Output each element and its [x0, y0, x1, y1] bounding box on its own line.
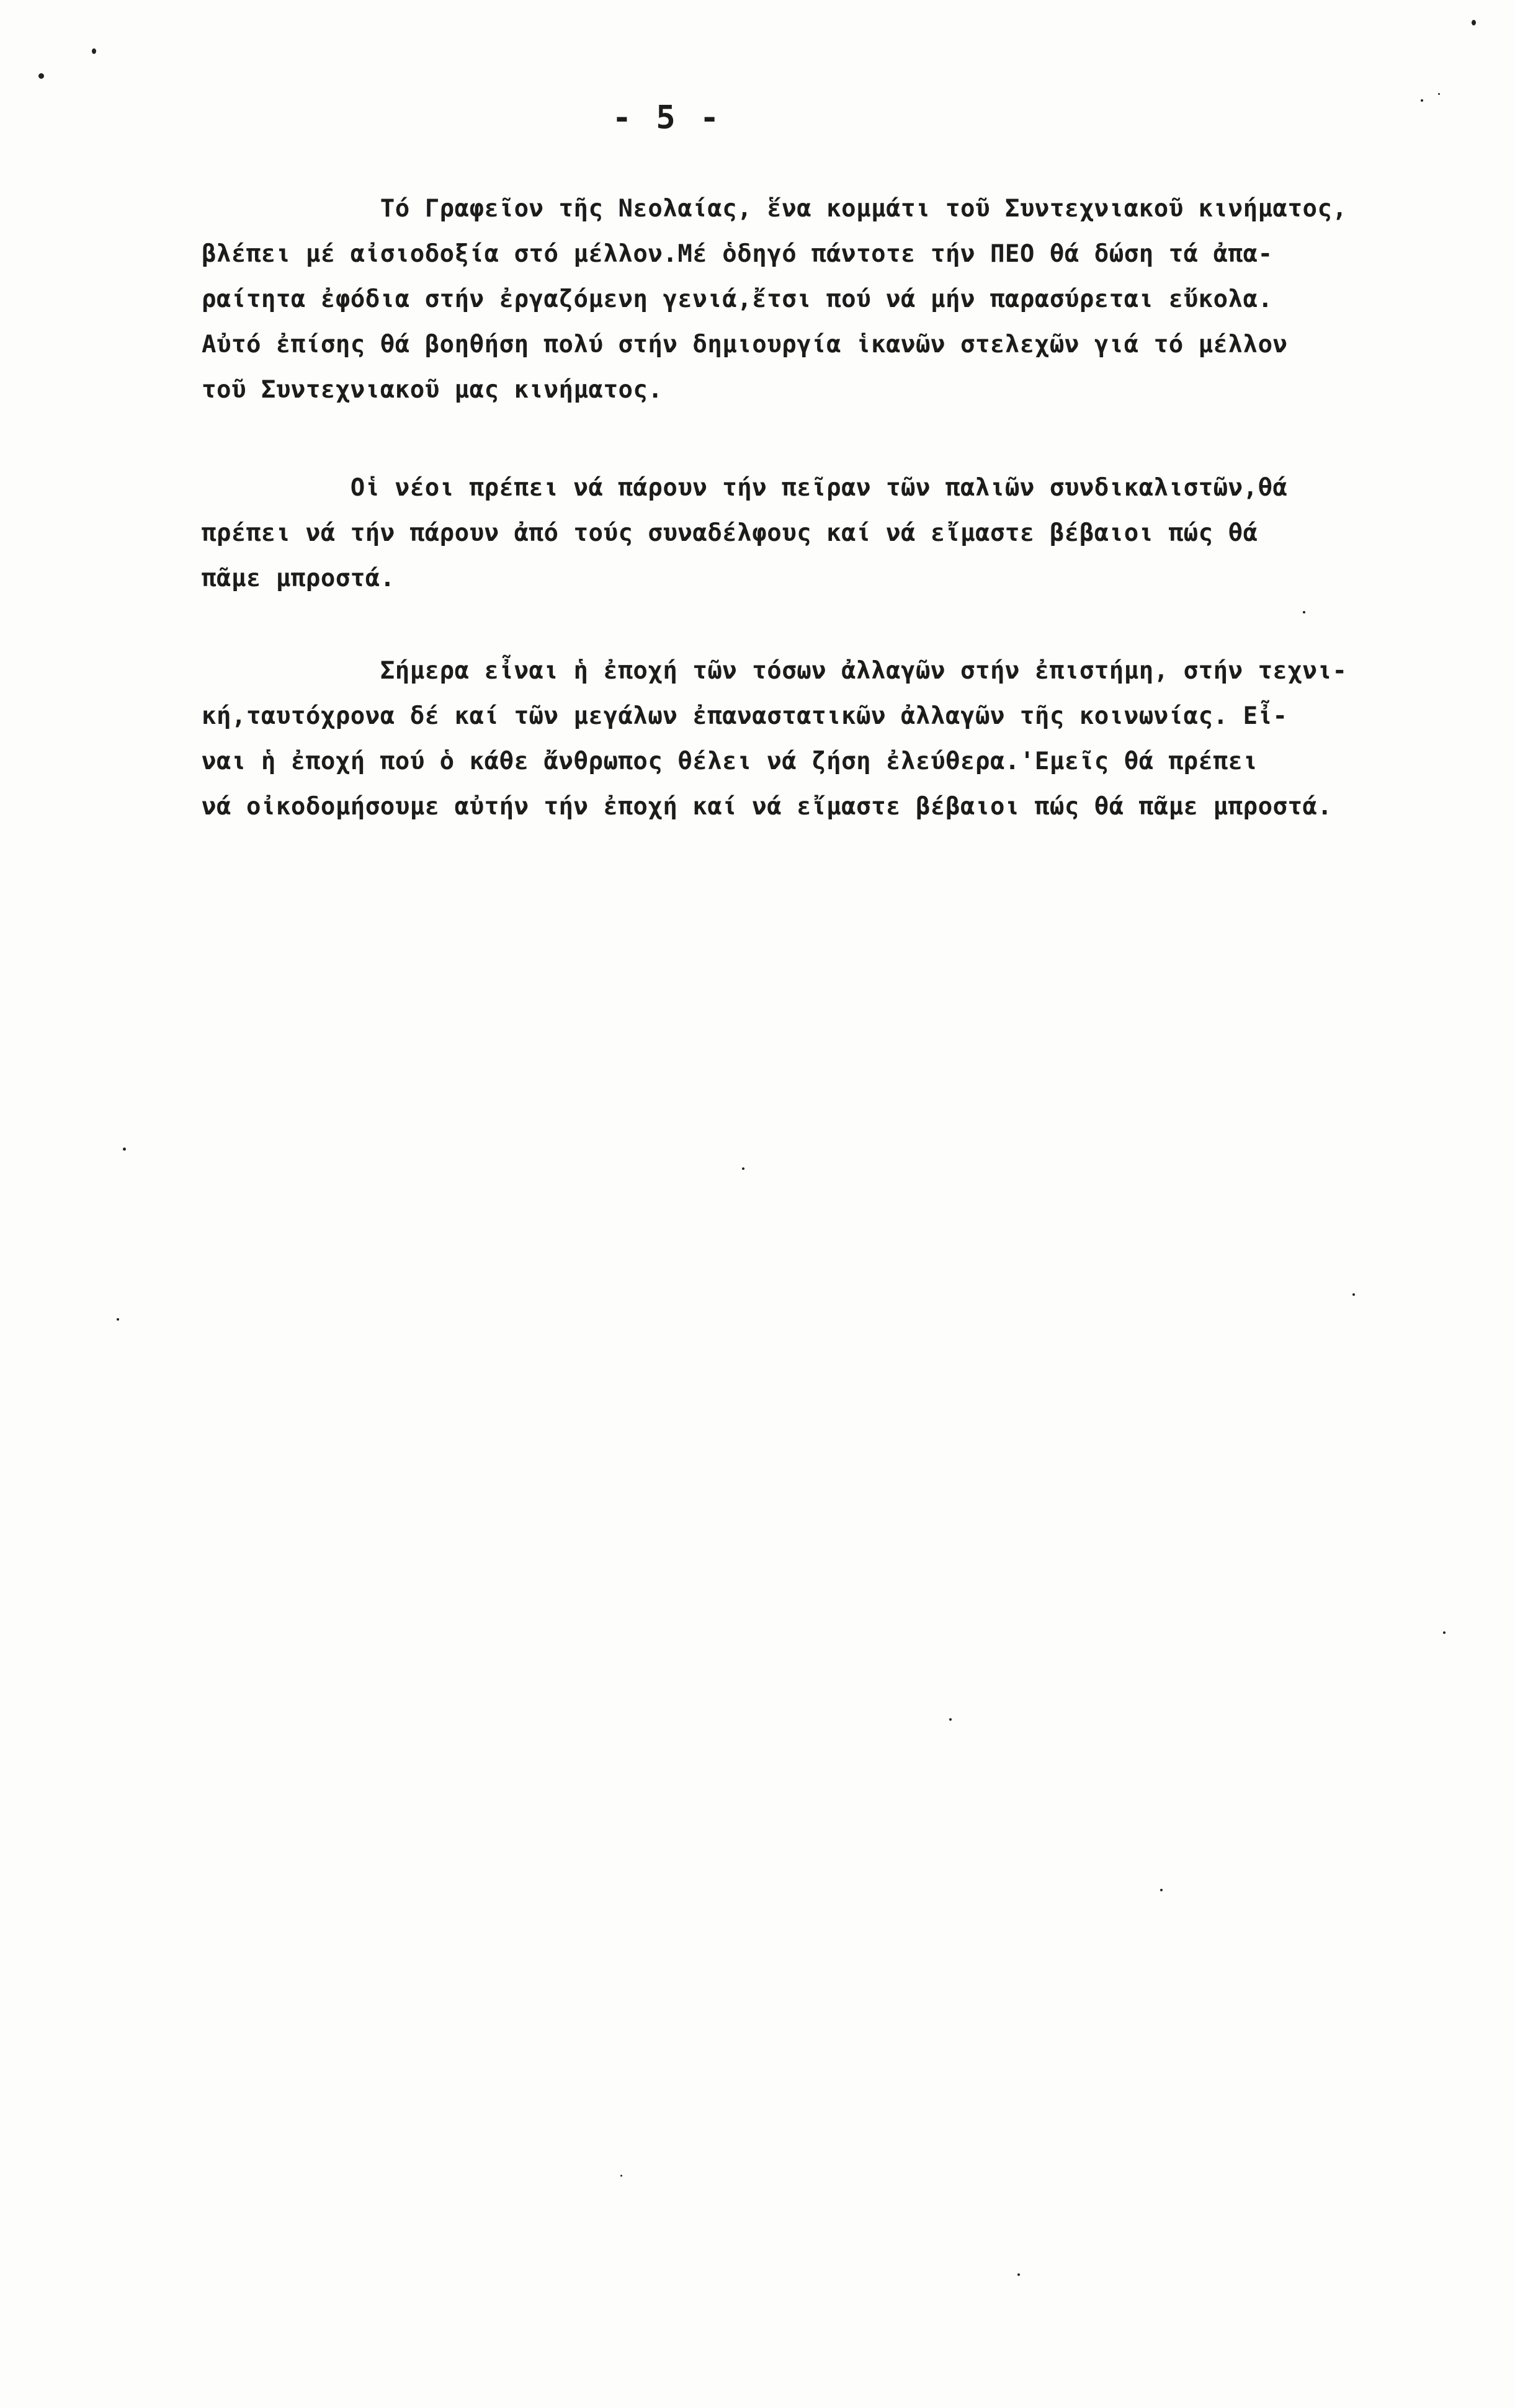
scan-speck: [92, 48, 96, 54]
text-line: ναι ἡ ἐποχή πού ὁ κάθε ἄνθρωπος θέλει νά ζήση ἐλεύθερα.'Εμεῖς θά πρέπει: [202, 747, 1258, 775]
text-line: τοῦ Συντεχνιακοῦ μας κινήματος.: [202, 376, 663, 404]
scan-speck: [38, 73, 44, 79]
paragraph-young-members: [202, 465, 1418, 601]
scan-speck: [123, 1148, 126, 1151]
scan-speck: [1443, 1631, 1446, 1634]
scan-speck: [1438, 93, 1440, 95]
text-line: Σήμερα εἶναι ἡ ἐποχή τῶν τόσων ἀλλαγῶν στήν ἐπιστήμη, στήν τεχνι-: [202, 657, 1347, 685]
paragraph-era-of-change: [202, 648, 1418, 829]
scan-speck: [742, 1167, 744, 1170]
scan-speck: [1352, 1293, 1355, 1296]
scan-speck: [620, 2175, 622, 2177]
scan-speck: [1160, 1889, 1163, 1891]
text-line: πρέπει νά τήν πάρουν ἀπό τούς συναδέλφους καί νά εἴμαστε βέβαιοι πώς θά: [202, 519, 1258, 547]
text-line: κή,ταυτόχρονα δέ καί τῶν μεγάλων ἐπαναστατικῶν ἀλλαγῶν τῆς κοινωνίας. Εἶ-: [202, 702, 1288, 730]
scan-speck: [949, 1718, 952, 1721]
scan-speck: [1303, 611, 1305, 613]
scan-speck: [1017, 2273, 1020, 2276]
text-line: Οἱ νέοι πρέπει νά πάρουν τήν πεῖραν τῶν παλιῶν συνδικαλιστῶν,θά: [202, 474, 1288, 502]
scan-speck: [1421, 99, 1423, 102]
page-number: - 5 -: [612, 99, 722, 136]
text-line: βλέπει μέ αἰσιοδοξία στό μέλλον.Μέ ὁδηγό πάντοτε τήν ΠΕΟ θά δώση τά ἀπα-: [202, 240, 1273, 268]
text-line: ραίτητα ἐφόδια στήν ἐργαζόμενη γενιά,ἔτσι πού νά μήν παρασύρεται εὔκολα.: [202, 285, 1273, 313]
scan-speck: [117, 1318, 119, 1321]
text-line: πᾶμε μπροστά.: [202, 564, 395, 592]
text-line: νά οἰκοδομήσουμε αὐτήν τήν ἐποχή καί νά εἴμαστε βέβαιοι πώς θά πᾶμε μπροστά.: [202, 793, 1333, 821]
scan-speck: [1472, 20, 1476, 25]
paragraph-youth-office: [202, 186, 1418, 412]
text-line: Τό Γραφεῖον τῆς Νεολαίας, ἕνα κομμάτι τοῦ Συντεχνιακοῦ κινήματος,: [202, 195, 1347, 223]
text-line: Αὐτό ἐπίσης θά βοηθήση πολύ στήν δημιουργία ἱκανῶν στελεχῶν γιά τό μέλλον: [202, 331, 1288, 359]
